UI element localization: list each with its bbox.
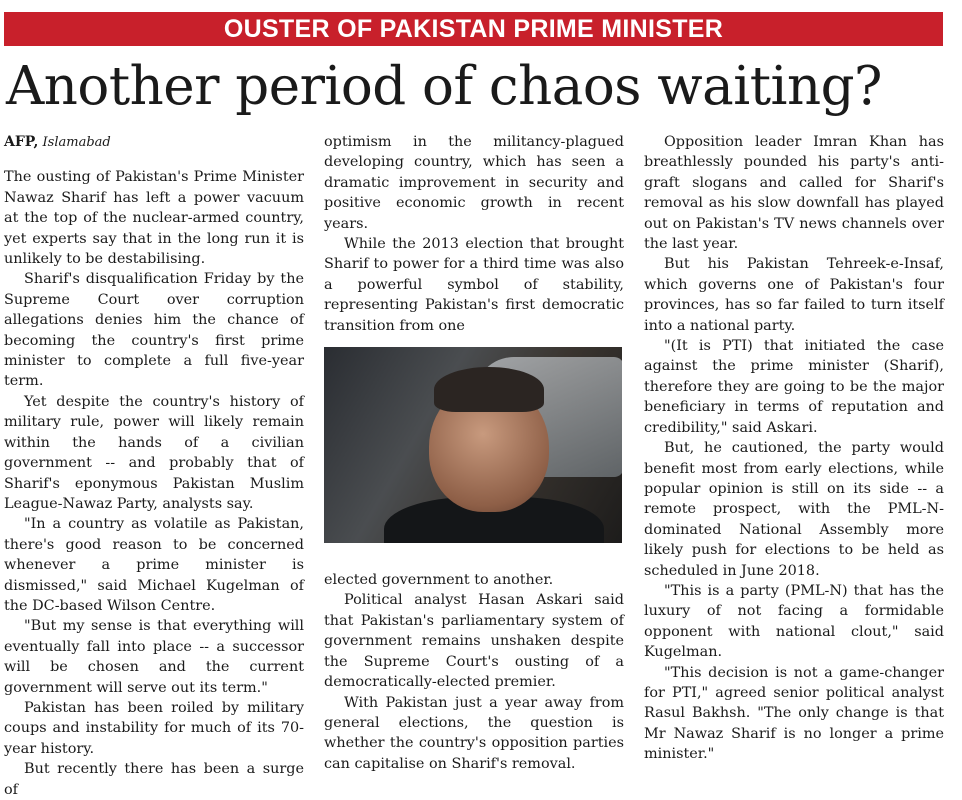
paragraph: "But my sense is that everything will eventually fall into place -- a successor will be chosen and the current government will serve out its term." [4,618,304,696]
paragraph: Political analyst Hasan Askari said that Pakistan's parliamentary system of government remains unshaken despite the Supreme Court's ousting of a democratically-elected premier. [324,592,624,691]
article-headline: Another period of chaos waiting? [6,56,882,117]
paragraph: elected government to another. [324,572,554,589]
paragraph: While the 2013 election that brought Sharif to power for a third time was also a powerful symbol of stability, representing Pakistan's first democratic transition from one [324,236,624,334]
paragraph: With Pakistan just a year away from general elections, the question is whether the country's opposition parties can capitalise on Sharif's removal. [324,694,624,772]
paragraph: But his Pakistan Tehreek-e-Insaf, which governs one of Pakistan's four provinces, has so far failed to turn itself into a national party. [644,256,944,334]
paragraph: "This is a party (PML-N) that has the luxury of not facing a formidable opponent with national clout," said Kugelman. [644,582,944,661]
section-banner: OUSTER OF PAKISTAN PRIME MINISTER [4,12,943,46]
paragraph: But recently there has been a surge of [4,761,304,798]
photo-hair [434,367,544,412]
paragraph: Opposition leader Imran Khan has breathlessly pounded his party's anti-graft slogans and called for Sharif's removal as his slow downfall has played out on Pakistan's TV news channels over the last year. [644,134,944,253]
byline [4,132,304,153]
byline-agency: AFP, [4,134,39,150]
article-column-1 [4,132,304,800]
portrait-photo [324,347,622,543]
paragraph: Yet despite the country's history of military rule, power will likely remain within the hands of a civilian government -- and probably that of Sharif's eponymous Pakistan Muslim League-Nawaz Party, analysts say. [4,393,304,512]
paragraph: "In a country as volatile as Pakistan, there's good reason to be concerned whenever a prime minister is dismissed," said Michael Kugelman of the DC-based Wilson Centre. [4,516,304,614]
paragraph: optimism in the militancy-plagued developing country, which has seen a dramatic improvement in security and positive economic growth in recent years. [324,134,624,232]
paragraph: Sharif's disqualification Friday by the Supreme Court over corruption allegations denies him the chance of becoming the country's first prime minister to complete a full five-year term. [4,271,304,390]
paragraph: "This decision is not a game-changer for PTI," agreed senior political analyst Rasul Bakhsh. "The only change is that Mr Nawaz Sharif is no longer a prime minister." [644,664,944,763]
article-column-2 [324,132,624,774]
paragraph: The ousting of Pakistan's Prime Minister Nawaz Sharif has left a power vacuum at the top of the nuclear-armed country, yet experts say that in the long run it is unlikely to be destabilising. [4,169,304,268]
byline-location: Islamabad [42,135,111,150]
article-column-3 [644,132,944,765]
paragraph: But, he cautioned, the party would benefit most from early elections, while popular opinion is still on its side -- a remote prospect, with the PML-N-dominated National Assembly more likely push for elections to be held as scheduled in June 2018. [644,440,944,579]
paragraph: "(It is PTI) that initiated the case against the prime minister (Sharif), therefore they are going to be the major beneficiary in terms of reputation and credibility," said Askari. [644,338,944,436]
paragraph: Pakistan has been roiled by military coups and instability for much of its 70-year history. [4,699,304,757]
